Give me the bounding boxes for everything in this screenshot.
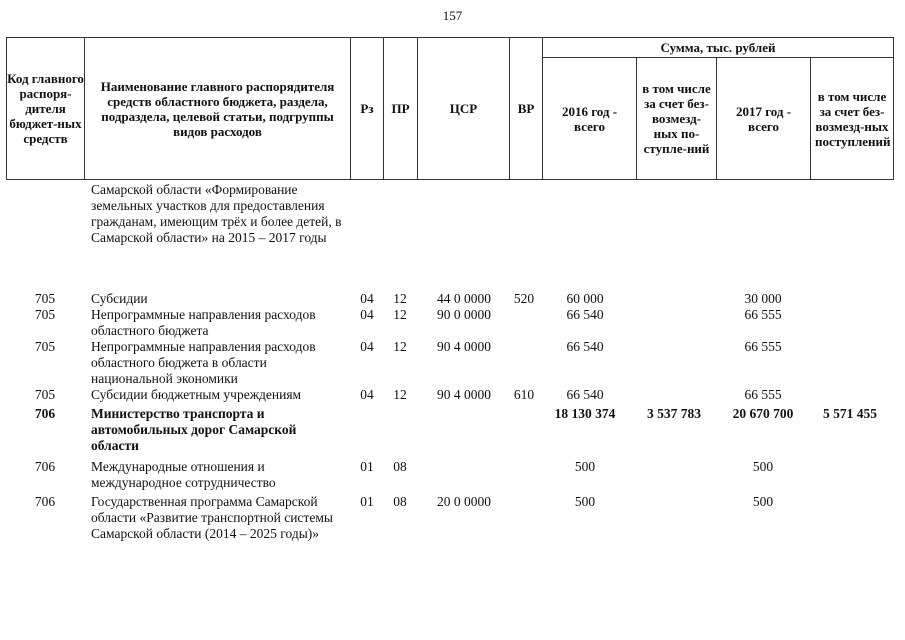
header-vr: ВР <box>510 38 543 180</box>
page-number: 157 <box>442 8 463 23</box>
cell-rz: 01 <box>360 459 374 474</box>
cell-name: Непрограммные направления расходов областного бюджета в области национальной экономики <box>91 339 316 386</box>
cell-code: 705 <box>34 339 56 354</box>
header-code: Код главного распоря-дителя бюджет-ных средств <box>7 38 85 180</box>
cell-name: Субсидии бюджетным учреждениям <box>91 387 302 402</box>
cell-2016-total: 500 <box>574 459 596 474</box>
header-2017-total: 2017 год - всего <box>717 58 811 180</box>
cell-2017-grants: 5 571 455 <box>823 406 877 421</box>
cell-2016-total: 66 540 <box>566 307 604 322</box>
table-row <box>6 182 893 291</box>
table-row <box>6 406 893 459</box>
cell-2016-total: 66 540 <box>566 339 604 354</box>
cell-2016-total: 66 540 <box>566 387 604 402</box>
cell-2017-total: 66 555 <box>744 339 782 354</box>
table-row <box>6 339 893 387</box>
cell-name: Самарской области «Формирование земельных участков для предоставления гражданам, имеющим трёх и более детей, в Самарской области» на 2015 – 2017 годы <box>91 182 342 245</box>
table-header <box>6 37 894 180</box>
cell-code: 705 <box>34 387 56 402</box>
cell-pr: 08 <box>393 459 407 474</box>
cell-pr: 12 <box>393 307 407 322</box>
table-row <box>6 291 893 307</box>
table-row <box>6 307 893 339</box>
cell-2017-total: 66 555 <box>744 307 782 322</box>
cell-csr: 90 4 0000 <box>437 339 491 354</box>
cell-2016-total: 18 130 374 <box>554 406 616 421</box>
cell-name: Непрограммные направления расходов областного бюджета <box>91 307 316 338</box>
header-2016-grants: в том числе за счет без-возмезд-ных по-ступле-ний <box>637 58 717 180</box>
cell-code: 705 <box>34 291 56 306</box>
cell-name: Субсидии <box>91 291 148 306</box>
header-name: Наименование главного распорядителя средств областного бюджета, раздела, подраздела, целевой статьи, подгруппы видов расходов <box>85 38 351 180</box>
cell-code: 706 <box>34 406 56 421</box>
cell-code: 706 <box>34 459 56 474</box>
header-csr: ЦСР <box>418 38 510 180</box>
cell-csr: 90 4 0000 <box>437 387 491 402</box>
cell-2017-total: 30 000 <box>744 291 782 306</box>
cell-pr: 08 <box>393 494 407 509</box>
cell-vr: 520 <box>513 291 535 306</box>
cell-vr: 610 <box>513 387 535 402</box>
cell-rz: 04 <box>360 307 374 322</box>
cell-name: Государственная программа Самарской области «Развитие транспортной системы Самарской области (2014 – 2025 годы)» <box>91 494 333 541</box>
cell-2017-total: 500 <box>752 494 774 509</box>
header-sum: Сумма, тыс. рублей <box>543 38 894 58</box>
cell-2016-grants: 3 537 783 <box>647 406 701 421</box>
cell-2016-total: 60 000 <box>566 291 604 306</box>
cell-csr: 90 0 0000 <box>437 307 491 322</box>
table-row <box>6 494 893 558</box>
cell-2017-total: 20 670 700 <box>732 406 794 421</box>
cell-2016-total: 500 <box>574 494 596 509</box>
cell-2017-total: 500 <box>752 459 774 474</box>
cell-name: Международные отношения и международное сотрудничество <box>91 459 276 490</box>
cell-csr: 20 0 0000 <box>437 494 491 509</box>
table-row <box>6 459 893 494</box>
cell-pr: 12 <box>393 339 407 354</box>
cell-csr: 44 0 0000 <box>437 291 491 306</box>
cell-2017-total: 66 555 <box>744 387 782 402</box>
cell-code: 706 <box>34 494 56 509</box>
cell-rz: 04 <box>360 387 374 402</box>
cell-rz: 01 <box>360 494 374 509</box>
header-pr: ПР <box>384 38 418 180</box>
cell-rz: 04 <box>360 339 374 354</box>
cell-pr: 12 <box>393 291 407 306</box>
cell-name: Министерство транспорта и автомобильных дорог Самарской области <box>91 406 297 453</box>
header-2017-grants: в том числе за счет без-возмезд-ных поступлений <box>811 58 894 180</box>
header-rz: Рз <box>351 38 384 180</box>
cell-rz: 04 <box>360 291 374 306</box>
table-body <box>6 182 893 558</box>
header-2016-total: 2016 год - всего <box>543 58 637 180</box>
table-row <box>6 387 893 406</box>
cell-pr: 12 <box>393 387 407 402</box>
cell-code: 705 <box>34 307 56 322</box>
